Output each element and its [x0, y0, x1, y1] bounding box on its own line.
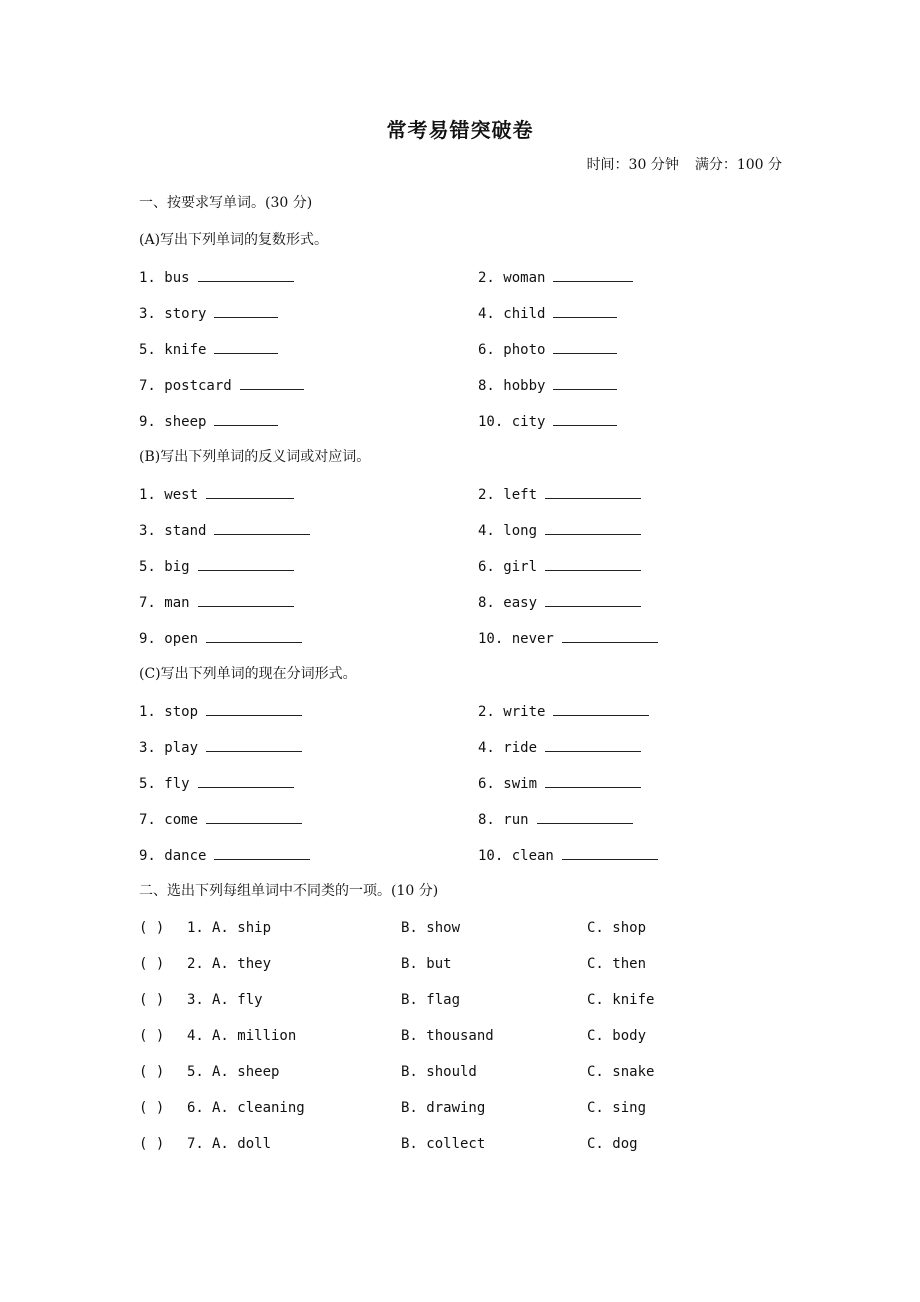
- word-item: [139, 628, 302, 649]
- word-item: [478, 845, 658, 866]
- option-a: A. fly: [212, 992, 263, 1008]
- word-text: 5. big: [139, 559, 190, 575]
- word-text: 2. woman: [478, 270, 546, 286]
- answer-blank[interactable]: [214, 520, 310, 535]
- word-text: 9. open: [139, 631, 199, 647]
- word-text: 8. hobby: [478, 378, 546, 394]
- option-a: A. cleaning: [212, 1100, 305, 1116]
- answer-blank[interactable]: [206, 737, 302, 752]
- answer-blank[interactable]: [537, 809, 633, 824]
- word-item: [478, 592, 641, 613]
- answer-blank[interactable]: [198, 267, 294, 282]
- answer-blank[interactable]: [553, 303, 617, 318]
- word-text: 1. west: [139, 487, 199, 503]
- option-c: C. knife: [587, 992, 655, 1008]
- question-number: 1.: [187, 920, 204, 936]
- word-text: 1. bus: [139, 270, 190, 286]
- answer-paren[interactable]: ( ): [139, 1028, 165, 1044]
- option-c: C. then: [587, 956, 647, 972]
- answer-paren[interactable]: ( ): [139, 956, 165, 972]
- answer-blank[interactable]: [214, 339, 278, 354]
- word-item: [478, 520, 641, 541]
- section-1-heading: 一、按要求写单词。(30 分): [139, 195, 313, 211]
- word-item: [139, 701, 302, 722]
- word-text: 6. swim: [478, 776, 538, 792]
- word-item: [478, 484, 641, 505]
- word-item: [478, 809, 633, 830]
- answer-blank[interactable]: [553, 701, 649, 716]
- answer-paren[interactable]: ( ): [139, 992, 165, 1008]
- section-2-heading: 二、选出下列每组单词中不同类的一项。(10 分): [139, 883, 439, 899]
- answer-blank[interactable]: [553, 339, 617, 354]
- word-item: [478, 303, 617, 324]
- word-text: 5. knife: [139, 342, 207, 358]
- option-b: B. should: [401, 1064, 477, 1080]
- answer-blank[interactable]: [206, 484, 294, 499]
- word-item: [139, 411, 278, 432]
- question-number: 6.: [187, 1100, 204, 1116]
- answer-blank[interactable]: [553, 375, 617, 390]
- answer-blank[interactable]: [214, 845, 310, 860]
- word-item: [478, 773, 641, 794]
- option-b: B. flag: [401, 992, 461, 1008]
- word-item: [478, 267, 633, 288]
- part-c-heading: (C)写出下列单词的现在分词形式。: [139, 666, 357, 682]
- answer-blank[interactable]: [553, 411, 617, 426]
- full-score: 满分：100 分: [694, 157, 782, 173]
- answer-blank[interactable]: [545, 737, 641, 752]
- answer-blank[interactable]: [562, 845, 658, 860]
- word-text: 4. long: [478, 523, 538, 539]
- word-item: [139, 375, 304, 396]
- word-text: 6. photo: [478, 342, 546, 358]
- question-number: 2.: [187, 956, 204, 972]
- option-a: A. million: [212, 1028, 297, 1044]
- answer-paren[interactable]: ( ): [139, 1136, 165, 1152]
- option-b: B. drawing: [401, 1100, 486, 1116]
- answer-paren[interactable]: ( ): [139, 1064, 165, 1080]
- answer-blank[interactable]: [545, 556, 641, 571]
- option-a: A. ship: [212, 920, 272, 936]
- answer-blank[interactable]: [198, 556, 294, 571]
- word-item: [139, 773, 294, 794]
- word-item: [478, 737, 641, 758]
- page-title: 常考易错突破卷: [386, 118, 534, 142]
- word-item: [139, 267, 294, 288]
- answer-blank[interactable]: [214, 411, 278, 426]
- option-b: B. thousand: [401, 1028, 494, 1044]
- word-text: 5. fly: [139, 776, 190, 792]
- word-text: 3. story: [139, 306, 207, 322]
- answer-blank[interactable]: [206, 809, 302, 824]
- answer-blank[interactable]: [562, 628, 658, 643]
- answer-blank[interactable]: [206, 628, 302, 643]
- option-c: C. body: [587, 1028, 647, 1044]
- answer-blank[interactable]: [545, 520, 641, 535]
- word-text: 7. postcard: [139, 378, 232, 394]
- word-item: [478, 628, 658, 649]
- option-c: C. dog: [587, 1136, 638, 1152]
- word-text: 10. clean: [478, 848, 554, 864]
- answer-blank[interactable]: [553, 267, 633, 282]
- option-c: C. sing: [587, 1100, 647, 1116]
- word-text: 9. dance: [139, 848, 207, 864]
- question-number: 4.: [187, 1028, 204, 1044]
- answer-blank[interactable]: [240, 375, 304, 390]
- word-text: 8. easy: [478, 595, 538, 611]
- word-text: 4. child: [478, 306, 546, 322]
- question-number: 5.: [187, 1064, 204, 1080]
- word-text: 8. run: [478, 812, 529, 828]
- word-text: 6. girl: [478, 559, 538, 575]
- option-a: A. they: [212, 956, 272, 972]
- option-a: A. sheep: [212, 1064, 280, 1080]
- word-item: [139, 845, 310, 866]
- word-item: [478, 339, 617, 360]
- word-item: [139, 339, 278, 360]
- option-b: B. show: [401, 920, 461, 936]
- word-item: [139, 556, 294, 577]
- question-number: 7.: [187, 1136, 204, 1152]
- word-text: 4. ride: [478, 740, 538, 756]
- answer-blank[interactable]: [214, 303, 278, 318]
- question-number: 3.: [187, 992, 204, 1008]
- answer-paren[interactable]: ( ): [139, 920, 165, 936]
- word-text: 9. sheep: [139, 414, 207, 430]
- word-item: [478, 411, 617, 432]
- answer-blank[interactable]: [545, 773, 641, 788]
- word-text: 7. man: [139, 595, 190, 611]
- word-item: [139, 809, 302, 830]
- answer-blank[interactable]: [198, 592, 294, 607]
- word-text: 1. stop: [139, 704, 199, 720]
- word-text: 10. city: [478, 414, 546, 430]
- option-b: B. collect: [401, 1136, 486, 1152]
- word-text: 7. come: [139, 812, 199, 828]
- word-text: 2. left: [478, 487, 538, 503]
- answer-blank[interactable]: [206, 701, 302, 716]
- word-item: [478, 556, 641, 577]
- word-text: 3. play: [139, 740, 199, 756]
- word-item: [478, 701, 649, 722]
- word-item: [139, 484, 294, 505]
- answer-blank[interactable]: [545, 592, 641, 607]
- time-limit: 时间：30 分钟: [586, 157, 679, 173]
- word-text: 3. stand: [139, 523, 207, 539]
- word-item: [478, 375, 617, 396]
- option-b: B. but: [401, 956, 452, 972]
- word-item: [139, 303, 278, 324]
- answer-blank[interactable]: [198, 773, 294, 788]
- word-text: 2. write: [478, 704, 546, 720]
- part-b-heading: (B)写出下列单词的反义词或对应词。: [139, 449, 371, 465]
- word-item: [139, 520, 310, 541]
- exam-meta: [587, 154, 782, 174]
- word-item: [139, 592, 294, 613]
- option-c: C. shop: [587, 920, 647, 936]
- answer-blank[interactable]: [545, 484, 641, 499]
- answer-paren[interactable]: ( ): [139, 1100, 165, 1116]
- word-text: 10. never: [478, 631, 554, 647]
- option-c: C. snake: [587, 1064, 655, 1080]
- part-a-heading: (A)写出下列单词的复数形式。: [139, 232, 329, 248]
- option-a: A. doll: [212, 1136, 272, 1152]
- word-item: [139, 737, 302, 758]
